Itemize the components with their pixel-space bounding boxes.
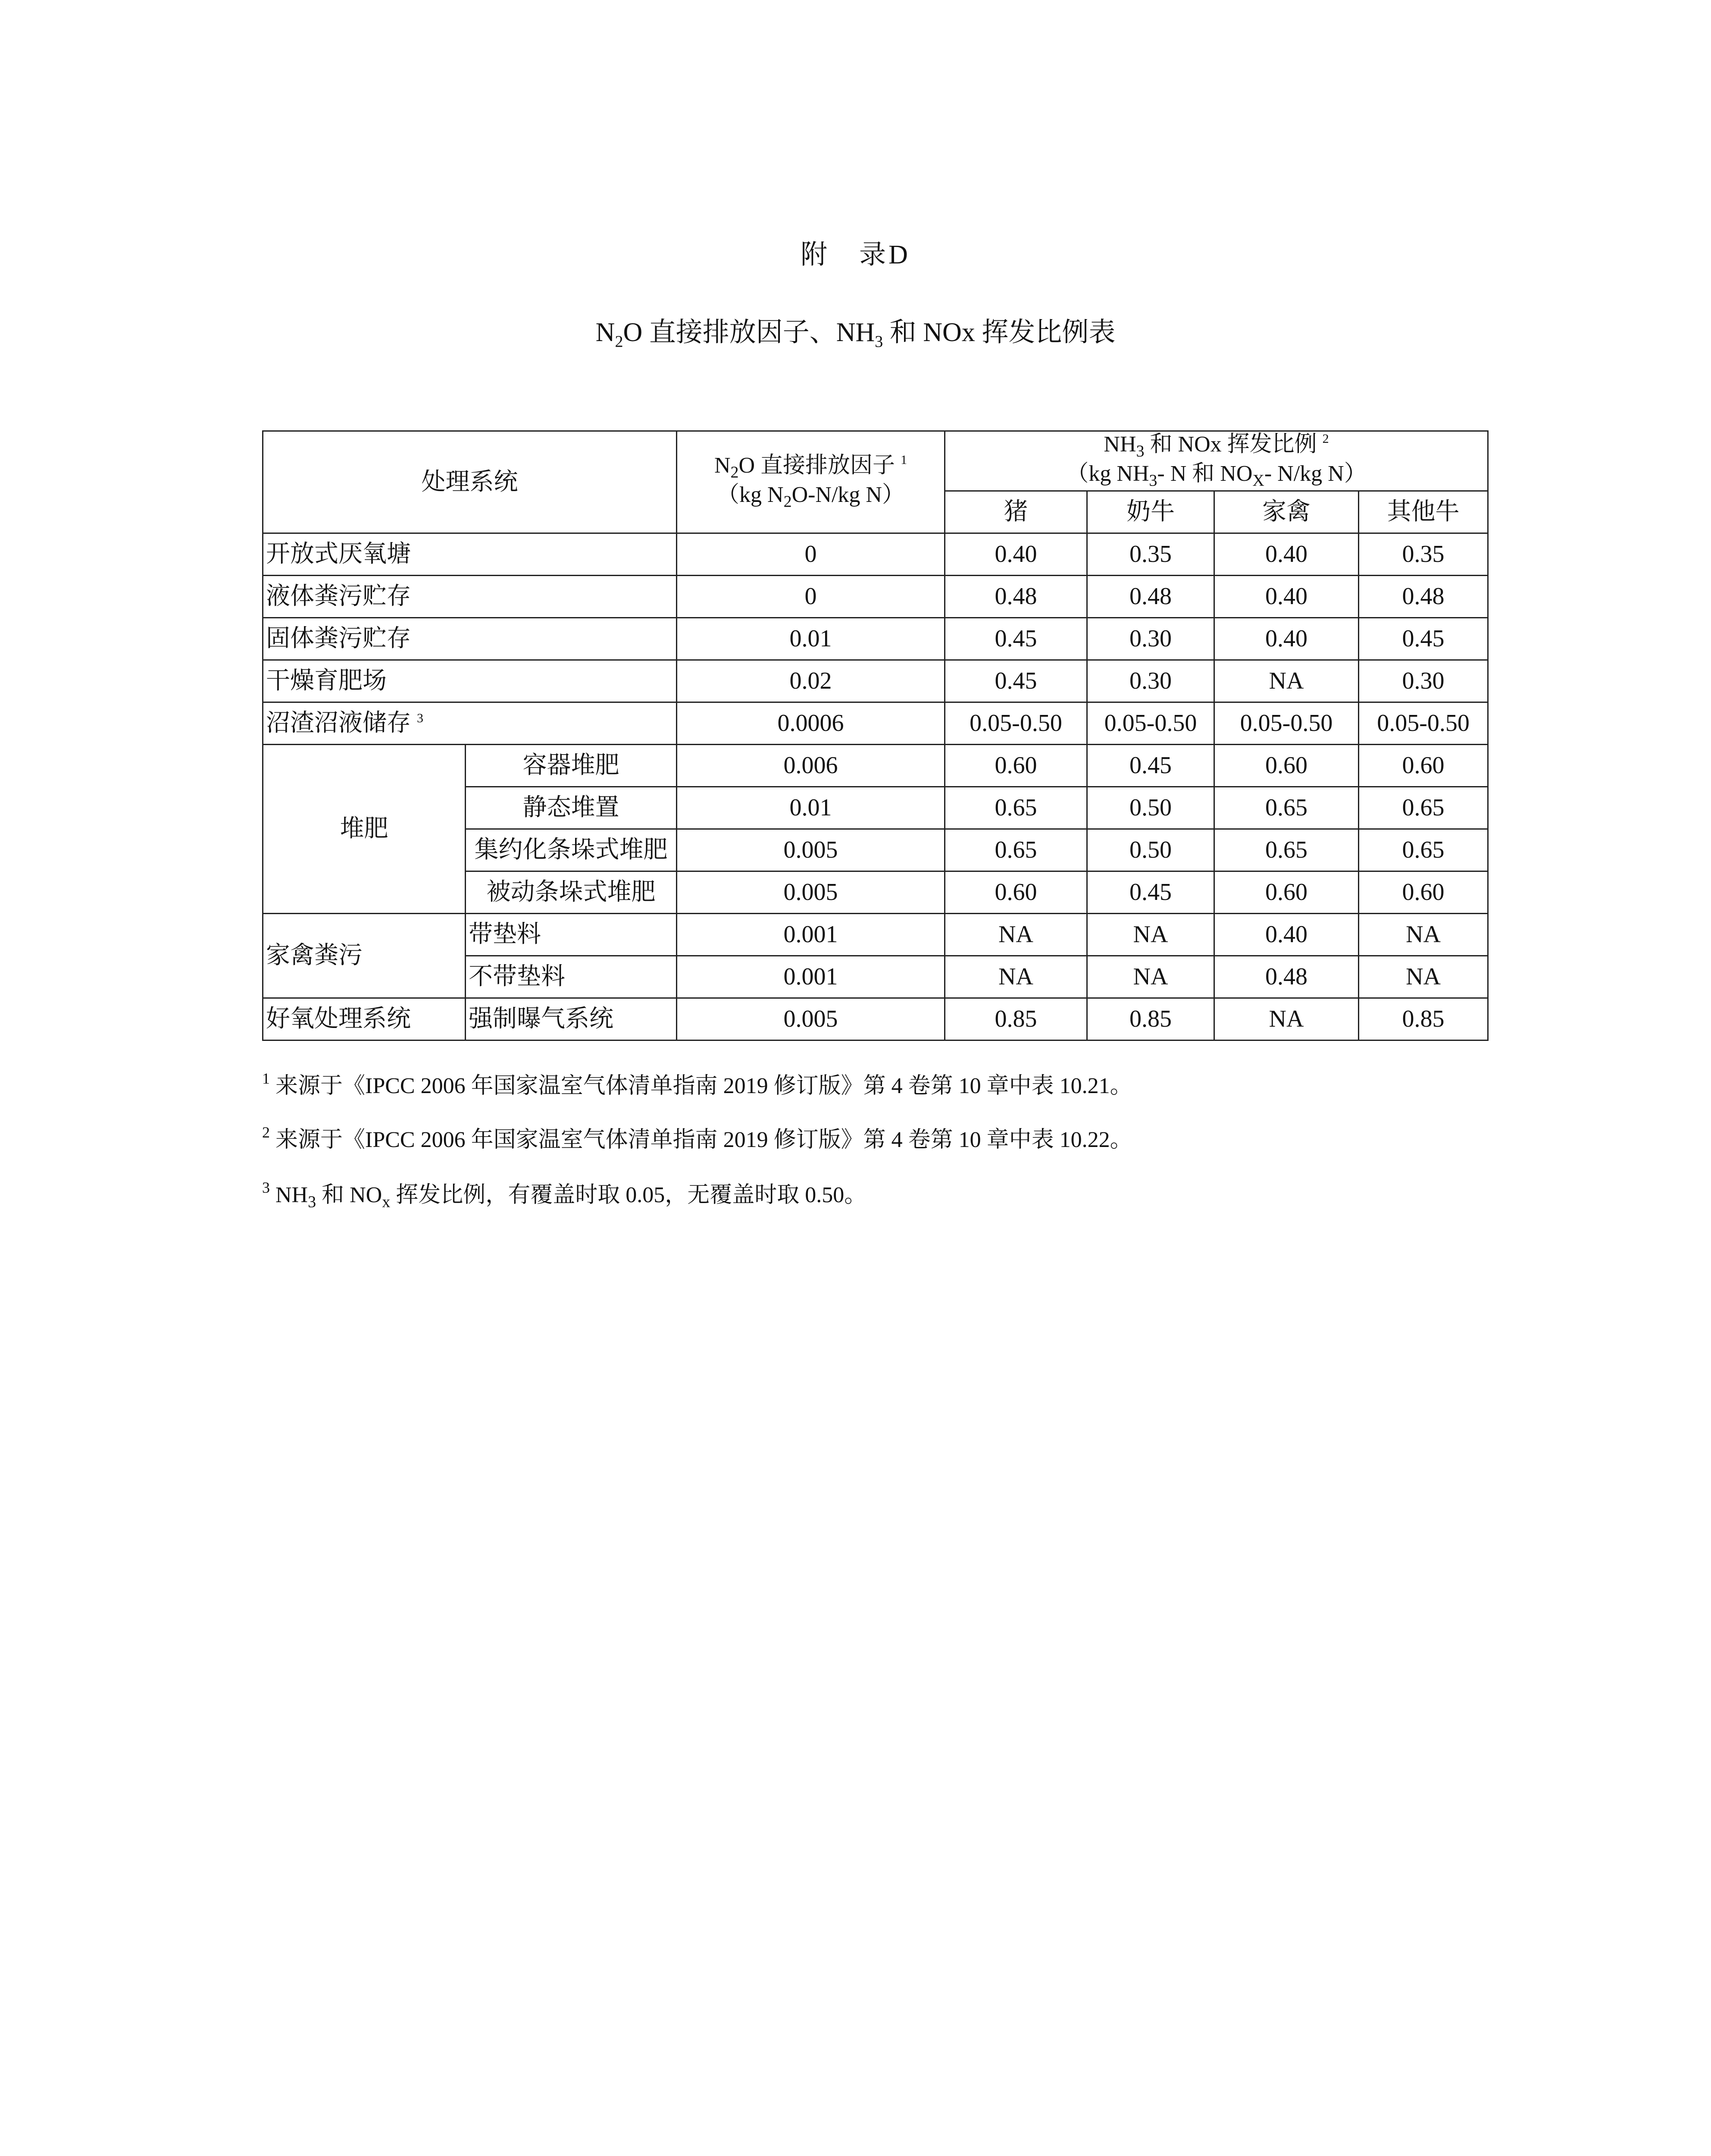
table-title-subscript: 2 xyxy=(615,332,623,351)
footnote-2 xyxy=(262,1121,1132,1153)
header-subscript: 3 xyxy=(1149,471,1157,490)
table-title xyxy=(0,310,1711,351)
footnote-text: NH xyxy=(270,1183,308,1207)
footnote-mark: 3 xyxy=(262,1179,270,1196)
header-animal: 其他牛 xyxy=(1359,491,1488,533)
ratio-value: 0.60 xyxy=(1214,871,1359,914)
system-name xyxy=(263,702,677,745)
table-row xyxy=(263,660,1488,702)
ratio-value: 0.40 xyxy=(1214,576,1359,618)
ratio-value: NA xyxy=(1214,998,1359,1040)
group-name: 家禽粪污 xyxy=(263,914,466,998)
system-name: 开放式厌氧塘 xyxy=(263,533,677,576)
system-name: 液体粪污贮存 xyxy=(263,576,677,618)
header-text: N xyxy=(714,453,731,478)
subsystem-name: 强制曝气系统 xyxy=(466,998,677,1040)
n2o-value: 0.005 xyxy=(677,871,945,914)
subsystem-name: 静态堆置 xyxy=(466,787,677,829)
subsystem-name: 集约化条垛式堆肥 xyxy=(466,829,677,871)
footnote-subscript: x xyxy=(382,1193,391,1211)
ratio-value: 0.50 xyxy=(1087,829,1214,871)
header-subscript: 3 xyxy=(1136,442,1145,461)
ratio-value: 0.48 xyxy=(945,576,1087,618)
ratio-value: 0.05-0.50 xyxy=(945,702,1087,745)
n2o-value: 0 xyxy=(677,576,945,618)
ratio-value: 0.85 xyxy=(945,998,1087,1040)
table-row xyxy=(263,998,1488,1040)
ratio-value: 0.40 xyxy=(1214,618,1359,660)
appendix-title: 附 录D xyxy=(801,240,910,270)
table-row xyxy=(263,914,1488,956)
header-text: NH xyxy=(1104,432,1136,457)
ratio-value: 0.05-0.50 xyxy=(1087,702,1214,745)
n2o-value: 0 xyxy=(677,533,945,576)
ratio-value: NA xyxy=(1359,956,1488,998)
footnote-ref: 3 xyxy=(417,711,423,726)
ratio-value: 0.85 xyxy=(1359,998,1488,1040)
ratio-value: 0.40 xyxy=(945,533,1087,576)
table-row xyxy=(263,618,1488,660)
subsystem-name: 带垫料 xyxy=(466,914,677,956)
ratio-value: 0.85 xyxy=(1087,998,1214,1040)
ratio-value: 0.65 xyxy=(945,829,1087,871)
ratio-value: NA xyxy=(1359,914,1488,956)
emission-factor-table xyxy=(262,430,1489,1041)
ratio-value: 0.48 xyxy=(1087,576,1214,618)
table-row xyxy=(263,702,1488,745)
table-row xyxy=(263,745,1488,787)
ratio-value: 0.60 xyxy=(945,871,1087,914)
header-system: 处理系统 xyxy=(263,431,677,533)
n2o-value: 0.005 xyxy=(677,998,945,1040)
footnote-subscript: 3 xyxy=(308,1193,316,1211)
footnote-text: 来源于《IPCC 2006 年国家温室气体清单指南 2019 修订版》第 4 卷第 10 章中表 10.21。 xyxy=(270,1074,1132,1098)
table-row xyxy=(263,533,1488,576)
header-text: O-N/kg N） xyxy=(791,483,904,508)
ratio-value: 0.35 xyxy=(1087,533,1214,576)
header-animal: 家禽 xyxy=(1214,491,1359,533)
ratio-value: 0.05-0.50 xyxy=(1359,702,1488,745)
subsystem-name: 被动条垛式堆肥 xyxy=(466,871,677,914)
table-header-row xyxy=(263,431,1488,491)
header-n2o-factor xyxy=(677,431,945,533)
ratio-value: 0.45 xyxy=(945,618,1087,660)
n2o-value: 0.001 xyxy=(677,914,945,956)
footnote-text: 挥发比例，有覆盖时取 0.05，无覆盖时取 0.50。 xyxy=(390,1183,867,1207)
header-text: O 直接排放因子 xyxy=(738,453,895,478)
header-text: - N/kg N） xyxy=(1264,461,1367,486)
header-animal: 奶牛 xyxy=(1087,491,1214,533)
system-name-text: 沼渣沼液储存 xyxy=(266,710,411,737)
ratio-value: 0.30 xyxy=(1087,618,1214,660)
group-name: 堆肥 xyxy=(263,745,466,914)
ratio-value: 0.50 xyxy=(1087,787,1214,829)
ratio-value: 0.48 xyxy=(1359,576,1488,618)
footnote-3 xyxy=(262,1176,866,1211)
ratio-value: 0.45 xyxy=(1087,871,1214,914)
ratio-value: 0.30 xyxy=(1087,660,1214,702)
header-animal: 猪 xyxy=(945,491,1087,533)
header-text: （kg NH xyxy=(1066,461,1149,486)
table-title-part: 和 NOx 挥发比例表 xyxy=(883,318,1116,347)
subsystem-name: 容器堆肥 xyxy=(466,745,677,787)
header-subscript: 2 xyxy=(783,492,792,511)
ratio-value: 0.30 xyxy=(1359,660,1488,702)
table-title-part: O 直接排放因子、NH xyxy=(623,318,875,347)
system-name: 干燥育肥场 xyxy=(263,660,677,702)
n2o-value: 0.005 xyxy=(677,829,945,871)
ratio-value: NA xyxy=(1087,956,1214,998)
group-name: 好氧处理系统 xyxy=(263,998,466,1040)
ratio-value: 0.65 xyxy=(1359,829,1488,871)
ratio-value: 0.65 xyxy=(1359,787,1488,829)
table-title-part: N xyxy=(595,318,615,347)
footnote-mark: 2 xyxy=(262,1124,270,1141)
header-text: 和 NOx 挥发比例 xyxy=(1144,432,1317,457)
header-subscript: X xyxy=(1252,471,1264,490)
ratio-value: NA xyxy=(945,956,1087,998)
footnote-1 xyxy=(262,1067,1132,1100)
subsystem-name: 不带垫料 xyxy=(466,956,677,998)
n2o-value: 0.001 xyxy=(677,956,945,998)
ratio-value: 0.65 xyxy=(1214,787,1359,829)
ratio-value: 0.05-0.50 xyxy=(1214,702,1359,745)
n2o-value: 0.01 xyxy=(677,787,945,829)
ratio-value: NA xyxy=(945,914,1087,956)
ratio-value: 0.65 xyxy=(1214,829,1359,871)
footnote-text: 和 NO xyxy=(316,1183,382,1207)
ratio-value: 0.45 xyxy=(1359,618,1488,660)
footnote-ref: 1 xyxy=(901,453,907,467)
table-title-subscript: 3 xyxy=(875,332,883,351)
ratio-value: NA xyxy=(1087,914,1214,956)
ratio-value: 0.35 xyxy=(1359,533,1488,576)
n2o-value: 0.006 xyxy=(677,745,945,787)
n2o-value: 0.0006 xyxy=(677,702,945,745)
footnote-ref: 2 xyxy=(1322,432,1329,446)
ratio-value: 0.60 xyxy=(1359,745,1488,787)
header-subscript: 2 xyxy=(730,463,739,482)
footnote-mark: 1 xyxy=(262,1070,270,1087)
ratio-value: 0.45 xyxy=(1087,745,1214,787)
header-text: - N 和 NO xyxy=(1157,461,1253,486)
ratio-value: 0.45 xyxy=(945,660,1087,702)
ratio-value: 0.48 xyxy=(1214,956,1359,998)
ratio-value: 0.65 xyxy=(945,787,1087,829)
system-name: 固体粪污贮存 xyxy=(263,618,677,660)
ratio-value: 0.60 xyxy=(1359,871,1488,914)
header-text: （kg N xyxy=(717,483,784,508)
ratio-value: 0.40 xyxy=(1214,533,1359,576)
n2o-value: 0.02 xyxy=(677,660,945,702)
n2o-value: 0.01 xyxy=(677,618,945,660)
header-volatilization-ratio xyxy=(945,431,1488,491)
ratio-value: 0.60 xyxy=(1214,745,1359,787)
footnote-text: 来源于《IPCC 2006 年国家温室气体清单指南 2019 修订版》第 4 卷第 10 章中表 10.22。 xyxy=(270,1128,1132,1152)
ratio-value: NA xyxy=(1214,660,1359,702)
ratio-value: 0.60 xyxy=(945,745,1087,787)
ratio-value: 0.40 xyxy=(1214,914,1359,956)
table-row xyxy=(263,576,1488,618)
